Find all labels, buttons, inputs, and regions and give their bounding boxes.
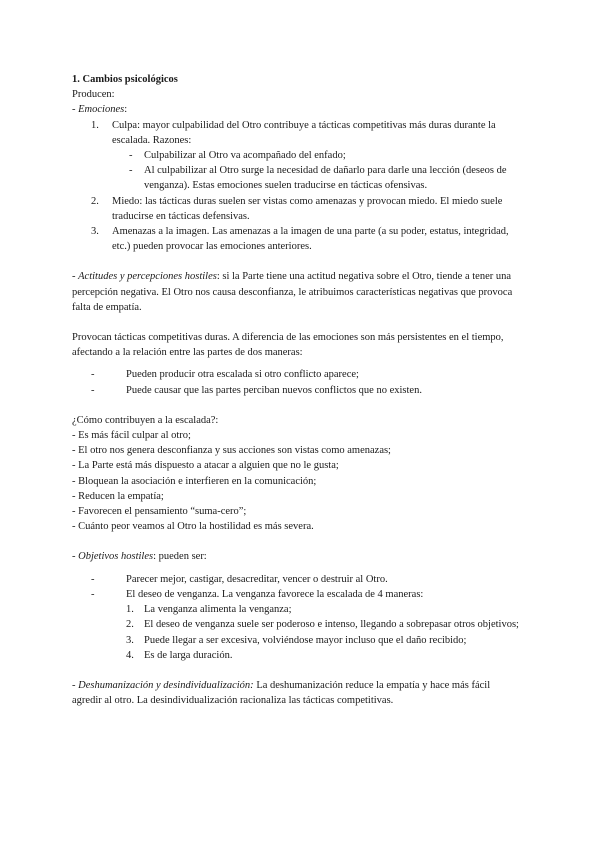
list-item: 3. Puede llegar a ser excesiva, volviéndose mayor incluso que el daño recibido;: [126, 634, 467, 646]
actitudes-label: Actitudes y percepciones hostiles: [78, 271, 217, 283]
emociones-list: [72, 118, 522, 255]
list-item: 1. La venganza alimenta la venganza;: [126, 604, 292, 616]
list-item: - La Parte está más dispuesto a atacar a alguien que no le gusta;: [72, 460, 339, 472]
como-question: ¿Cómo contribuyen a la escalada?:: [72, 414, 219, 426]
list-item: - El otro nos genera desconfianza y sus acciones son vistas como amenazas;: [72, 445, 391, 457]
list-item: 3. Amenazas a la imagen. Las amenazas a la imagen de una parte (a su poder, estatus, integridad, etc.) pueden provocar las emociones anteriores.: [91, 226, 509, 253]
list-item: - Es más fácil culpar al otro;: [72, 430, 191, 442]
list-item: - Culpabilizar al Otro va acompañado del enfado;: [129, 150, 346, 162]
list-item: - Puede causar que las partes perciban nuevos conflictos que no existen.: [91, 384, 422, 396]
emociones-line: - Emociones:: [72, 104, 128, 116]
objetivos-line: - Objetivos hostiles: pueden ser:: [72, 551, 207, 563]
list-item: - Bloquean la asociación e interfieren en la comunicación;: [72, 475, 317, 487]
emociones-label: Emociones: [78, 104, 125, 116]
provocan-list: [72, 367, 522, 397]
provocan-paragraph: Provocan tácticas competitivas duras. A diferencia de las emociones son más persistentes en el tiempo, afectando a la relación entre las partes de dos maneras:: [72, 332, 504, 359]
deshumanizacion-label: Deshumanización y desindividualización:: [78, 679, 254, 691]
list-item: 2. Miedo: las tácticas duras suelen ser vistas como amenazas y provocan miedo. El miedo suele traducirse en tácticas defensivas.: [91, 195, 503, 222]
document-body: [72, 72, 522, 708]
list-item: - Reducen la empatía;: [72, 490, 164, 502]
list-item: - Parecer mejor, castigar, desacreditar, vencer o destruir al Otro.: [91, 573, 388, 585]
list-item: 2. El deseo de venganza suele ser poderoso e intenso, llegando a sobrepasar otros objetivos;: [126, 619, 519, 631]
objetivos-list: [72, 572, 522, 663]
section-heading: 1. Cambios psicológicos: [72, 74, 178, 85]
list-item: - El deseo de venganza. La venganza favorece la escalada de 4 maneras: 1. La venganza alimenta la venganza; 2. El deseo de venganza suele ser poderoso e intenso, llegando a sobrepasar otros objetivos; 3. Puede llegar a ser excesiva, volviéndose mayor incluso que el daño recibido; 4. Es de larga duración.: [72, 587, 522, 663]
list-item: - Pueden producir otra escalada si otro conflicto aparece;: [91, 369, 359, 381]
deshumanizacion-paragraph: - Deshumanización y desindividualización: La deshumanización reduce la empatía y hace más fácil agredir al otro. La desindividualización racionaliza las tácticas competitivas.: [72, 679, 491, 707]
list-item: 1. Culpa: mayor culpabilidad del Otro contribuye a tácticas competitivas más duras durante la escalada. Razones: - Culpabilizar al Otro va acompañado del enfado; - Al culpabilizar al Otro surge la necesidad de dañarlo para darle una lección (deseos de venganza). Estas emociones suelen traducirse en tácticas ofensivas.: [72, 118, 522, 194]
venganza-list: [72, 602, 522, 663]
list-item: - Cuánto peor veamos al Otro la hostilidad es más severa.: [72, 521, 314, 533]
list-item: - Al culpabilizar al Otro surge la necesidad de dañarlo para darle una lección (deseos de venganza). Estas emociones suelen traducirse en tácticas ofensivas.: [129, 165, 507, 192]
culpa-reasons-list: [72, 148, 522, 194]
list-item: - Favorecen el pensamiento “suma-cero”;: [72, 506, 247, 518]
producen-label: Producen:: [72, 89, 115, 101]
objetivos-label: Objetivos hostiles: [78, 551, 154, 563]
actitudes-paragraph: - Actitudes y percepciones hostiles: si la Parte tiene una actitud negativa sobre el Otro, tiende a tener una percepción negativa. El Otro nos causa desconfianza, le atribuimos características negativas que provoca falta de empatía.: [72, 271, 513, 313]
list-item: 4. Es de larga duración.: [126, 649, 233, 661]
